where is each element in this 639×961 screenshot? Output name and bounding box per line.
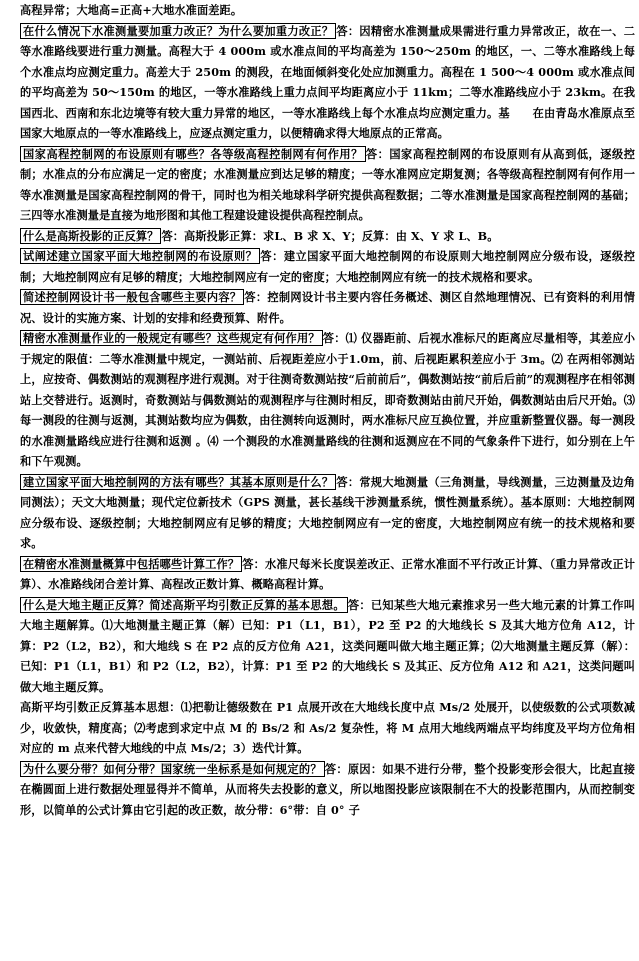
question-box: 精密水准测量作业的一般规定有哪些？这些规定有何作用？ [20, 330, 323, 346]
paragraph-2 [20, 144, 635, 226]
answer-text: 答：控制网设计书主要内容任务概述、测区自然地理情况、已有资料的利用情况、设计的实施方案、计划的安排和经费预算、附件。 [20, 290, 636, 325]
paragraph-11 [20, 759, 635, 821]
paragraph-6 [20, 328, 635, 472]
answer-text: 答：常规大地测量（三角测量，导线测量，三边测量及边角同测法）；天文大地测量；现代定位新技术（GPS 测量，甚长基线干涉测量系统，惯性测量系统）。基本原则：大地控制网应分级布设、逐级控制；大地控制网应有足够的精度；大地控制网应有一定的密度，大地控制网应有统一的技术规格和要求。 [20, 474, 636, 550]
question-box: 试阐述建立国家平面大地控制网的布设原则？ [20, 248, 260, 264]
paragraph-7 [20, 472, 635, 554]
paragraph-10 [20, 697, 635, 759]
answer-text: 答：⑴ 仪器距前、后视水准标尺的距离应尽量相等，其差应小于规定的限值：二等水准测量中规定，一测站前、后视距差应小于1.0m，前、后视距累积差应小于 3m。⑵ 在两相邻测站上，应按奇、偶数测站的观测程序进行观测。对于往测奇数测站按“后前前后”，偶数测站按“前后后前”的观测程序在相邻测站上交替进行。返测时，奇数测站与偶数测站的观测程序与往测时相反，即奇数测站由前尺开始，偶数测站由后尺开始。⑶ 每一测段的往测与返测，其测站数均应为偶数，由往测转向返测时，两水准标尺应互换位置，并应重新整置仪器。每一测段的水准测量路线应进行往测和返测 。⑷ 一个测段的水准测量路线的往测和返测应在不同的气象条件下进行，如分别在上午和下午观测。 [20, 331, 635, 468]
answer-text: 答：高斯投影正算：求L、B 求 X、Y；反算：由 X、Y 求 L、B。 [161, 228, 499, 243]
question-box: 什么是高斯投影的正反算？ [20, 228, 161, 244]
question-box: 为什么要分带？如何分带？国家统一坐标系是如何规定的？ [20, 761, 325, 777]
question-box: 在精密水准测量概算中包括哪些计算工作？ [20, 556, 242, 572]
question-box: 在什么情况下水准测量要加重力改正？为什么要加重力改正？ [20, 23, 336, 39]
answer-text: 高程异常；大地高=正高+大地水准面差距。 [20, 3, 243, 17]
paragraph-3 [20, 226, 635, 247]
answer-text: 答：国家高程控制网的布设原则有从高到低，逐级控制；水准点的分布应满足一定的密度；水准测量应到达足够的精度；一等水准网应定期复测；各等级高程控制网有何作用一等水准测量是国家高程控制网的骨干，同时也为相关地球科学研究提供高程数据；二等水准测量是国家高程控制网的基础；三四等水准测量是直接为地形图和其他工程建设建设提供高程控制点。 [20, 146, 635, 222]
answer-text: 答：因精密水准测量成果需进行重力异常改正，故在一、二等水准路线要进行重力测量。高程大于 4 000m 或水准点间的平均高差为 150～250m 的地区，一、二等水准路线上每个水准点均应测定重力。高差大于 250m 的测段，在地面倾斜变化处应加测重力。高程在 1 500～4 000m 或水准点间的平均高差为 50～150m 的地区，一等水准路线上重力点间平均距离应小于 11km；二等水准路线应小于 23km。在我国西北、西南和东北边境等有较大重力异常的地区，一等水准路线上每个水准点均应测定重力。基 在由青岛水准原点至国家大地原点的一等水准路线上，应逐点测定重力，以便精确求得大地原点的正常高。 [20, 23, 636, 140]
question-box: 简述控制网设计书一般包含哪些主要内容？ [20, 289, 244, 305]
paragraph-9 [20, 595, 635, 698]
question-box: 国家高程控制网的布设原则有哪些？各等级高程控制网有何作用？ [20, 146, 366, 162]
paragraph-4 [20, 246, 635, 287]
paragraph-8 [20, 554, 635, 595]
paragraph-0 [20, 0, 635, 21]
paragraph-5 [20, 287, 635, 328]
paragraph-1 [20, 21, 635, 144]
answer-text: 答：原因：如果不进行分带，整个投影变形会很大，比起直接在椭圆面上进行数据处理显得并不简单，从而将失去投影的意义，所以地图投影应该限制在不大的投影范围内，从而控制变形，以简单的公式计算由它引起的改正数，故分带：6°带：自 0° 子 [20, 761, 635, 817]
question-box: 建立国家平面大地控制网的方法有哪些？其基本原则是什么？ [20, 474, 336, 490]
answer-text: 答：已知某些大地元素推求另一些大地元素的计算工作叫大地主题解算。⑴大地测量主题正算（解）已知：P1（L1，B1），P2 至 P2 的大地线长 S 及其大地方位角 A12，计算：P2（L2，B2），和大地线 S 在 P2 点的反方位角 A21，这类问题叫做大地主题正算；⑵大地测量主题反算（解）：已知：P1（L1，B1）和 P2（L2，B2），计算：P1 至 P2 的大地线长 S 及其正、反方位角 A12 和 A21，这类问题叫做大地主题反算。 [20, 597, 635, 694]
answer-text: 答：水准尺每米长度误差改正、正常水准面不平行改正计算、（重力异常改正计算）、水准路线闭合差计算、高程改正数计算、概略高程计算。 [20, 556, 635, 591]
answer-text: 高斯平均引数正反算基本思想：⑴把勒让德级数在 P1 点展开改在大地线长度中点 Ms/2 处展开，以使级数的公式项数减少，收敛快，精度高；⑵考虑到求定中点 M 的 Bs/2 和 As/2 复杂性，将 M 点用大地线两端点平均纬度及平均方位角相对应的 m 点来代替大地线的中点 Ms/2；3）迭代计算。 [20, 700, 635, 755]
answer-text: 答：建立国家平面大地控制网的布设原则大地控制网应分级布设，逐级控制；大地控制网应有足够的精度；大地控制网应有一定的密度；大地控制网应有统一的技术规格和要求。 [20, 249, 635, 284]
question-box: 什么是大地主题正反算？简述高斯平均引数正反算的基本思想。 [20, 597, 348, 613]
